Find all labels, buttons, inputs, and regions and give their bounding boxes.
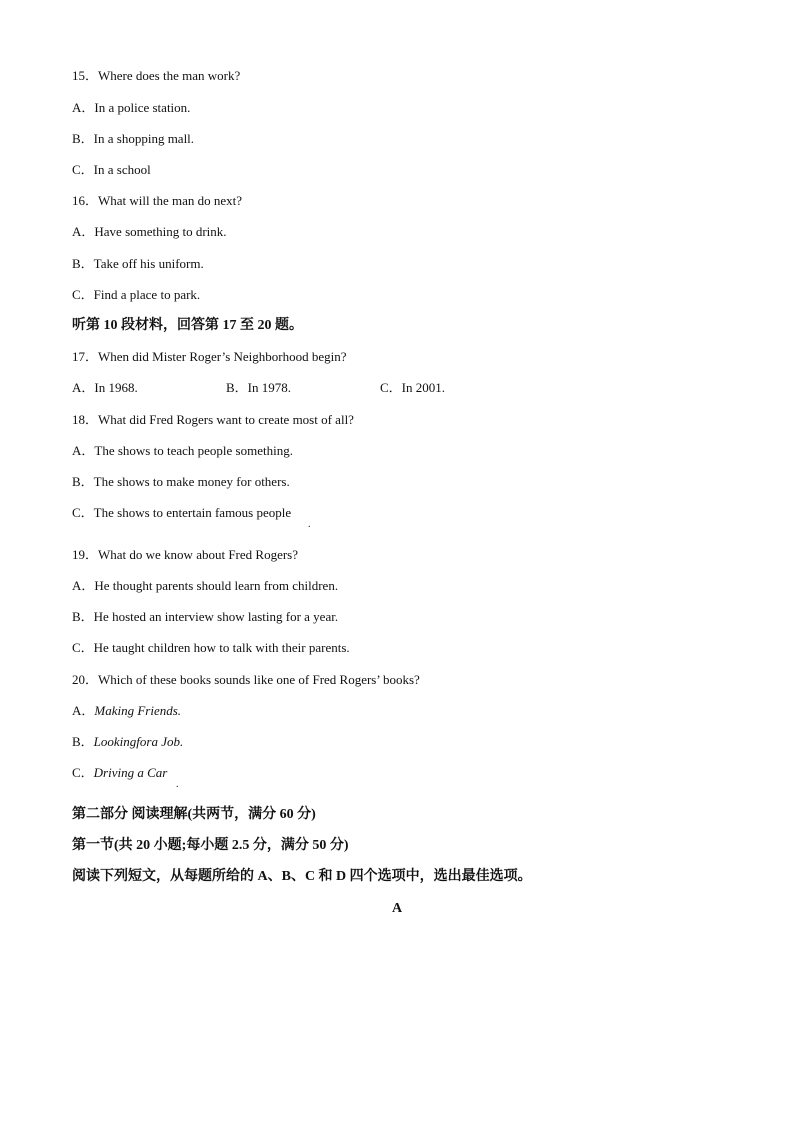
- option-a-book-title: Making Friends.: [94, 703, 182, 718]
- question-15-option-a: A．In a police station.: [72, 100, 191, 115]
- question-16-option-c: C．Find a place to park.: [72, 287, 201, 302]
- stray-mark: .: [308, 519, 311, 530]
- question-20-option-a: [72, 703, 181, 719]
- option-a-prefix: A．: [72, 703, 95, 718]
- option-b-book-title: Lookingfora Job.: [93, 734, 184, 749]
- question-17-option-b: B．In 1978.: [226, 380, 292, 395]
- option-b-prefix: B．: [72, 734, 94, 749]
- stray-mark: .: [176, 779, 179, 790]
- question-15-stem: 15．Where does the man work?: [72, 68, 241, 83]
- question-18-option-c: C．The shows to entertain famous people: [72, 505, 292, 520]
- part-2-heading: 第二部分 阅读理解(共两节，满分 60 分): [72, 807, 316, 822]
- question-18-stem: 18．What did Fred Rogers want to create most of all?: [72, 412, 354, 427]
- reading-instruction: 阅读下列短文，从每题所给的 A、B、C 和 D 四个选项中，选出最佳选项。: [72, 869, 532, 884]
- option-c-prefix: C．: [72, 765, 94, 780]
- question-19-option-b: B．He hosted an interview show lasting for a year.: [72, 609, 339, 624]
- section-10-heading: 听第 10 段材料，回答第 17 至 20 题。: [72, 318, 303, 333]
- question-19-option-c: C．He taught children how to talk with their parents.: [72, 640, 350, 655]
- question-20-option-c: [72, 765, 167, 781]
- passage-label: A: [391, 901, 403, 916]
- question-19-option-a: A．He thought parents should learn from children.: [72, 578, 339, 593]
- question-20-stem: 20．Which of these books sounds like one of Fred Rogers’ books?: [72, 672, 420, 687]
- question-19-stem: 19．What do we know about Fred Rogers?: [72, 547, 299, 562]
- question-15-option-c: C．In a school: [72, 162, 151, 177]
- question-17-option-a: A．In 1968.: [72, 380, 138, 395]
- question-16-option-b: B．Take off his uniform.: [72, 256, 204, 271]
- question-16-option-a: A．Have something to drink.: [72, 224, 227, 239]
- question-16-stem: 16．What will the man do next?: [72, 193, 243, 208]
- question-18-option-a: A．The shows to teach people something.: [72, 443, 293, 458]
- question-18-option-b: B．The shows to make money for others.: [72, 474, 290, 489]
- section-1-heading: 第一节(共 20 小题;每小题 2.5 分，满分 50 分): [72, 838, 349, 853]
- question-17-stem: 17．When did Mister Roger’s Neighborhood begin?: [72, 349, 347, 364]
- option-c-book-title: Driving a Car: [93, 765, 168, 780]
- question-17-option-c: C．In 2001.: [380, 380, 446, 395]
- question-15-option-b: B．In a shopping mall.: [72, 131, 195, 146]
- question-20-option-b: [72, 734, 183, 750]
